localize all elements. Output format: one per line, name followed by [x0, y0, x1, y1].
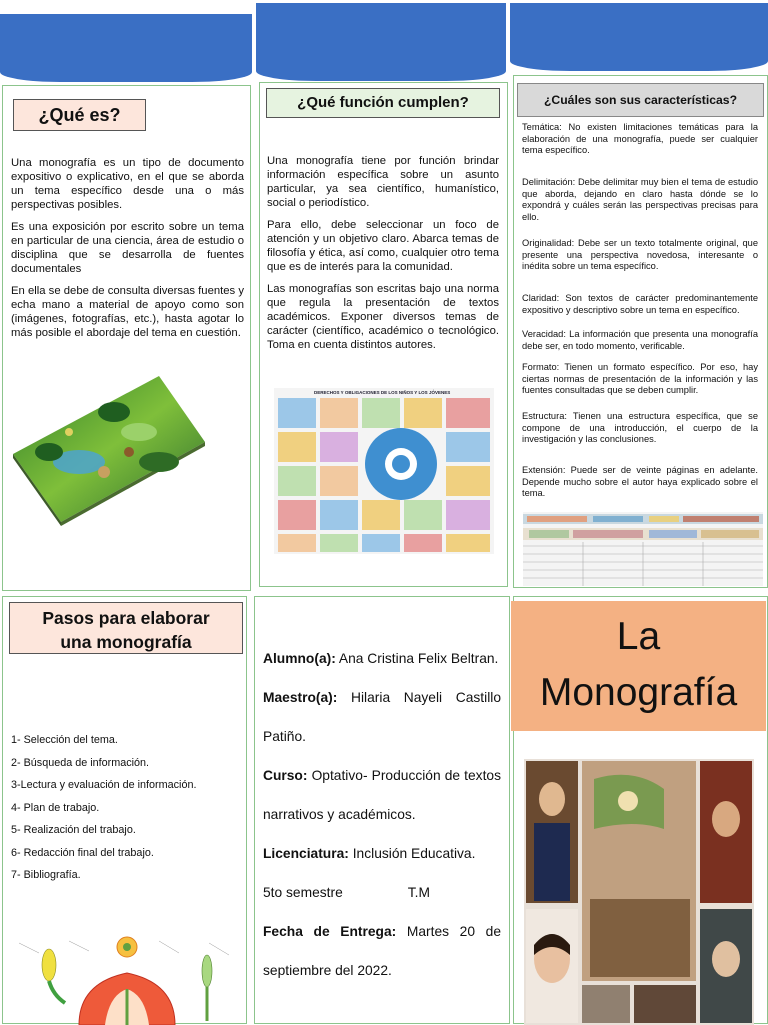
- fecha-value: Martes 20 de septiembre del 2022.: [263, 924, 501, 978]
- paso-item: 1- Selección del tema.: [11, 734, 118, 746]
- caracteristica-item: Formato: Tienen un formato específico. Por eso, hay ciertas normas de presentación de la información y las fuentes consultadas que se deben cumplir.: [522, 362, 758, 395]
- paso-item: 3-Lectura y evaluación de información.: [11, 779, 197, 791]
- semestre-line: [263, 873, 501, 912]
- alumno-line: [263, 639, 501, 678]
- paso-item: 5- Realización del trabajo.: [11, 824, 136, 836]
- flower-diagram-image: [9, 931, 241, 1025]
- turno-value: T.M: [407, 885, 430, 900]
- caracteristica-item: Delimitación: Debe delimitar muy bien el tema de estudio que aborda, dejando en claro hasta dónde se lo expondrá y cuáles serán las perspectivas precisas para ello.: [522, 177, 758, 222]
- caracteristicas-list: [522, 122, 758, 522]
- cover-title: [511, 601, 766, 731]
- paso-item: 7- Bibliografía.: [11, 869, 81, 881]
- paso-item: 4- Plan de trabajo.: [11, 801, 100, 814]
- caracteristica-item: Estructura: Tienen una estructura específica, que se compone de una introducción, el cuerpo de la investigación y las conclusiones.: [522, 411, 758, 444]
- caracteristica-item: Temática: No existen limitaciones temáticas para la elaboración de una monografía, puede ser cualquier tema específico.: [522, 122, 758, 155]
- que-funcion-paragraph: Una monografía tiene por función brindar información específica sobre un asunto particular, ya sea científico, humanístico, social o periodístico.: [267, 155, 499, 209]
- curso-line: [263, 756, 501, 834]
- header-band-middle: [256, 3, 506, 81]
- pasos-list: [11, 729, 241, 887]
- caracteristica-item: Veracidad: La información que presenta una monografía debe ser, en todo momento, verificable.: [522, 329, 758, 351]
- que-es-paragraph: Es una exposición por escrito sobre un tema en particular de una ciencia, área de estudio o disciplina que se desarrolla de fuentes documentales: [11, 221, 244, 275]
- alumno-value: Ana Cristina Felix Beltran.: [338, 651, 499, 666]
- heading-que-funcion: ¿Qué función cumplen?: [266, 88, 500, 118]
- panel-que-es: [2, 85, 251, 591]
- paso-item: 2- Búsqueda de información.: [11, 756, 150, 769]
- cover-title-line1: La: [616, 615, 661, 658]
- panel-caracteristicas: [513, 75, 768, 588]
- que-funcion-text: [267, 154, 499, 360]
- maestro-label: Maestro(a):: [263, 690, 338, 705]
- historical-collage-image: [524, 759, 754, 1025]
- que-es-text: [11, 156, 244, 348]
- licenciatura-value: Inclusión Educativa.: [352, 846, 476, 861]
- fecha-label: Fecha de Entrega:: [263, 924, 397, 939]
- heading-pasos-line1: Pasos para elaborar: [42, 608, 210, 628]
- alumno-label: Alumno(a):: [263, 651, 336, 666]
- paso-item: 6- Redacción final del trabajo.: [11, 846, 154, 859]
- que-es-paragraph: En ella se debe de consulta diversas fuentes y echa mano a material de apoyo como son (imágenes, fotografías, etc.), hasta agotar lo más posible el abordaje del tema en cuestión.: [11, 285, 244, 339]
- heading-pasos: [9, 602, 243, 654]
- semestre-value: 5to semestre: [263, 885, 343, 900]
- heading-pasos-line2: una monografía: [60, 632, 192, 652]
- panel-pasos: [2, 596, 247, 1024]
- datos-info: [263, 639, 501, 990]
- panel-datos: [254, 596, 510, 1024]
- curso-value: Optativo- Producción de textos narrativos y académicos.: [263, 768, 501, 822]
- panel-que-funcion: [259, 82, 508, 587]
- caracteristica-item: Extensión: Puede ser de veinte páginas en adelante. Depende mucho sobre el autor haya explicado sobre el tema.: [522, 465, 758, 498]
- poster-grid: [278, 398, 490, 552]
- cover-title-line2: Monografía: [539, 671, 738, 714]
- children-rights-poster: [274, 388, 494, 554]
- heading-caracteristicas: ¿Cuáles son sus características?: [517, 83, 764, 117]
- header-band-left: [0, 14, 252, 82]
- heading-que-es: ¿Qué es?: [13, 99, 146, 131]
- jungle-map-image: [9, 372, 209, 528]
- timeline-strip-image: [523, 512, 763, 586]
- maestro-line: [263, 678, 501, 756]
- que-funcion-paragraph: Para ello, debe seleccionar un foco de atención y un objetivo claro. Abarca temas de filosofía y ética, así como, cualquier otro tema que es de interés para la comunidad.: [267, 219, 499, 273]
- poster-title: DERECHOS Y OBLIGACIONES DE LOS NIÑOS Y LOS JÓVENES: [314, 390, 451, 395]
- maestro-value: Hilaria Nayeli Castillo Patiño.: [263, 690, 501, 744]
- caracteristica-item: Claridad: Son textos de carácter predominantemente expositivo y descriptivo sobre un tema en específico.: [522, 293, 758, 315]
- panel-portada: [513, 596, 768, 1024]
- licenciatura-line: [263, 834, 501, 873]
- header-band-right: [510, 3, 768, 71]
- que-funcion-paragraph: Las monografías son escritas bajo una norma que regula la presentación de textos académicos. Exponer diversos temas de carácter (científico, académico o tecnológico. Toma en cuenta distintos autores.: [267, 283, 499, 351]
- licenciatura-label: Licenciatura:: [263, 846, 349, 861]
- fecha-line: [263, 912, 501, 990]
- curso-label: Curso:: [263, 768, 308, 783]
- que-es-paragraph: Una monografía es un tipo de documento expositivo o explicativo, en el que se aborda un tema específico desde una o más perspectivas posibles.: [11, 157, 244, 211]
- caracteristica-item: Originalidad: Debe ser un texto totalmente original, que presente una perspectiva novedosa, interesante o inédita sobre un tema específico.: [522, 238, 758, 271]
